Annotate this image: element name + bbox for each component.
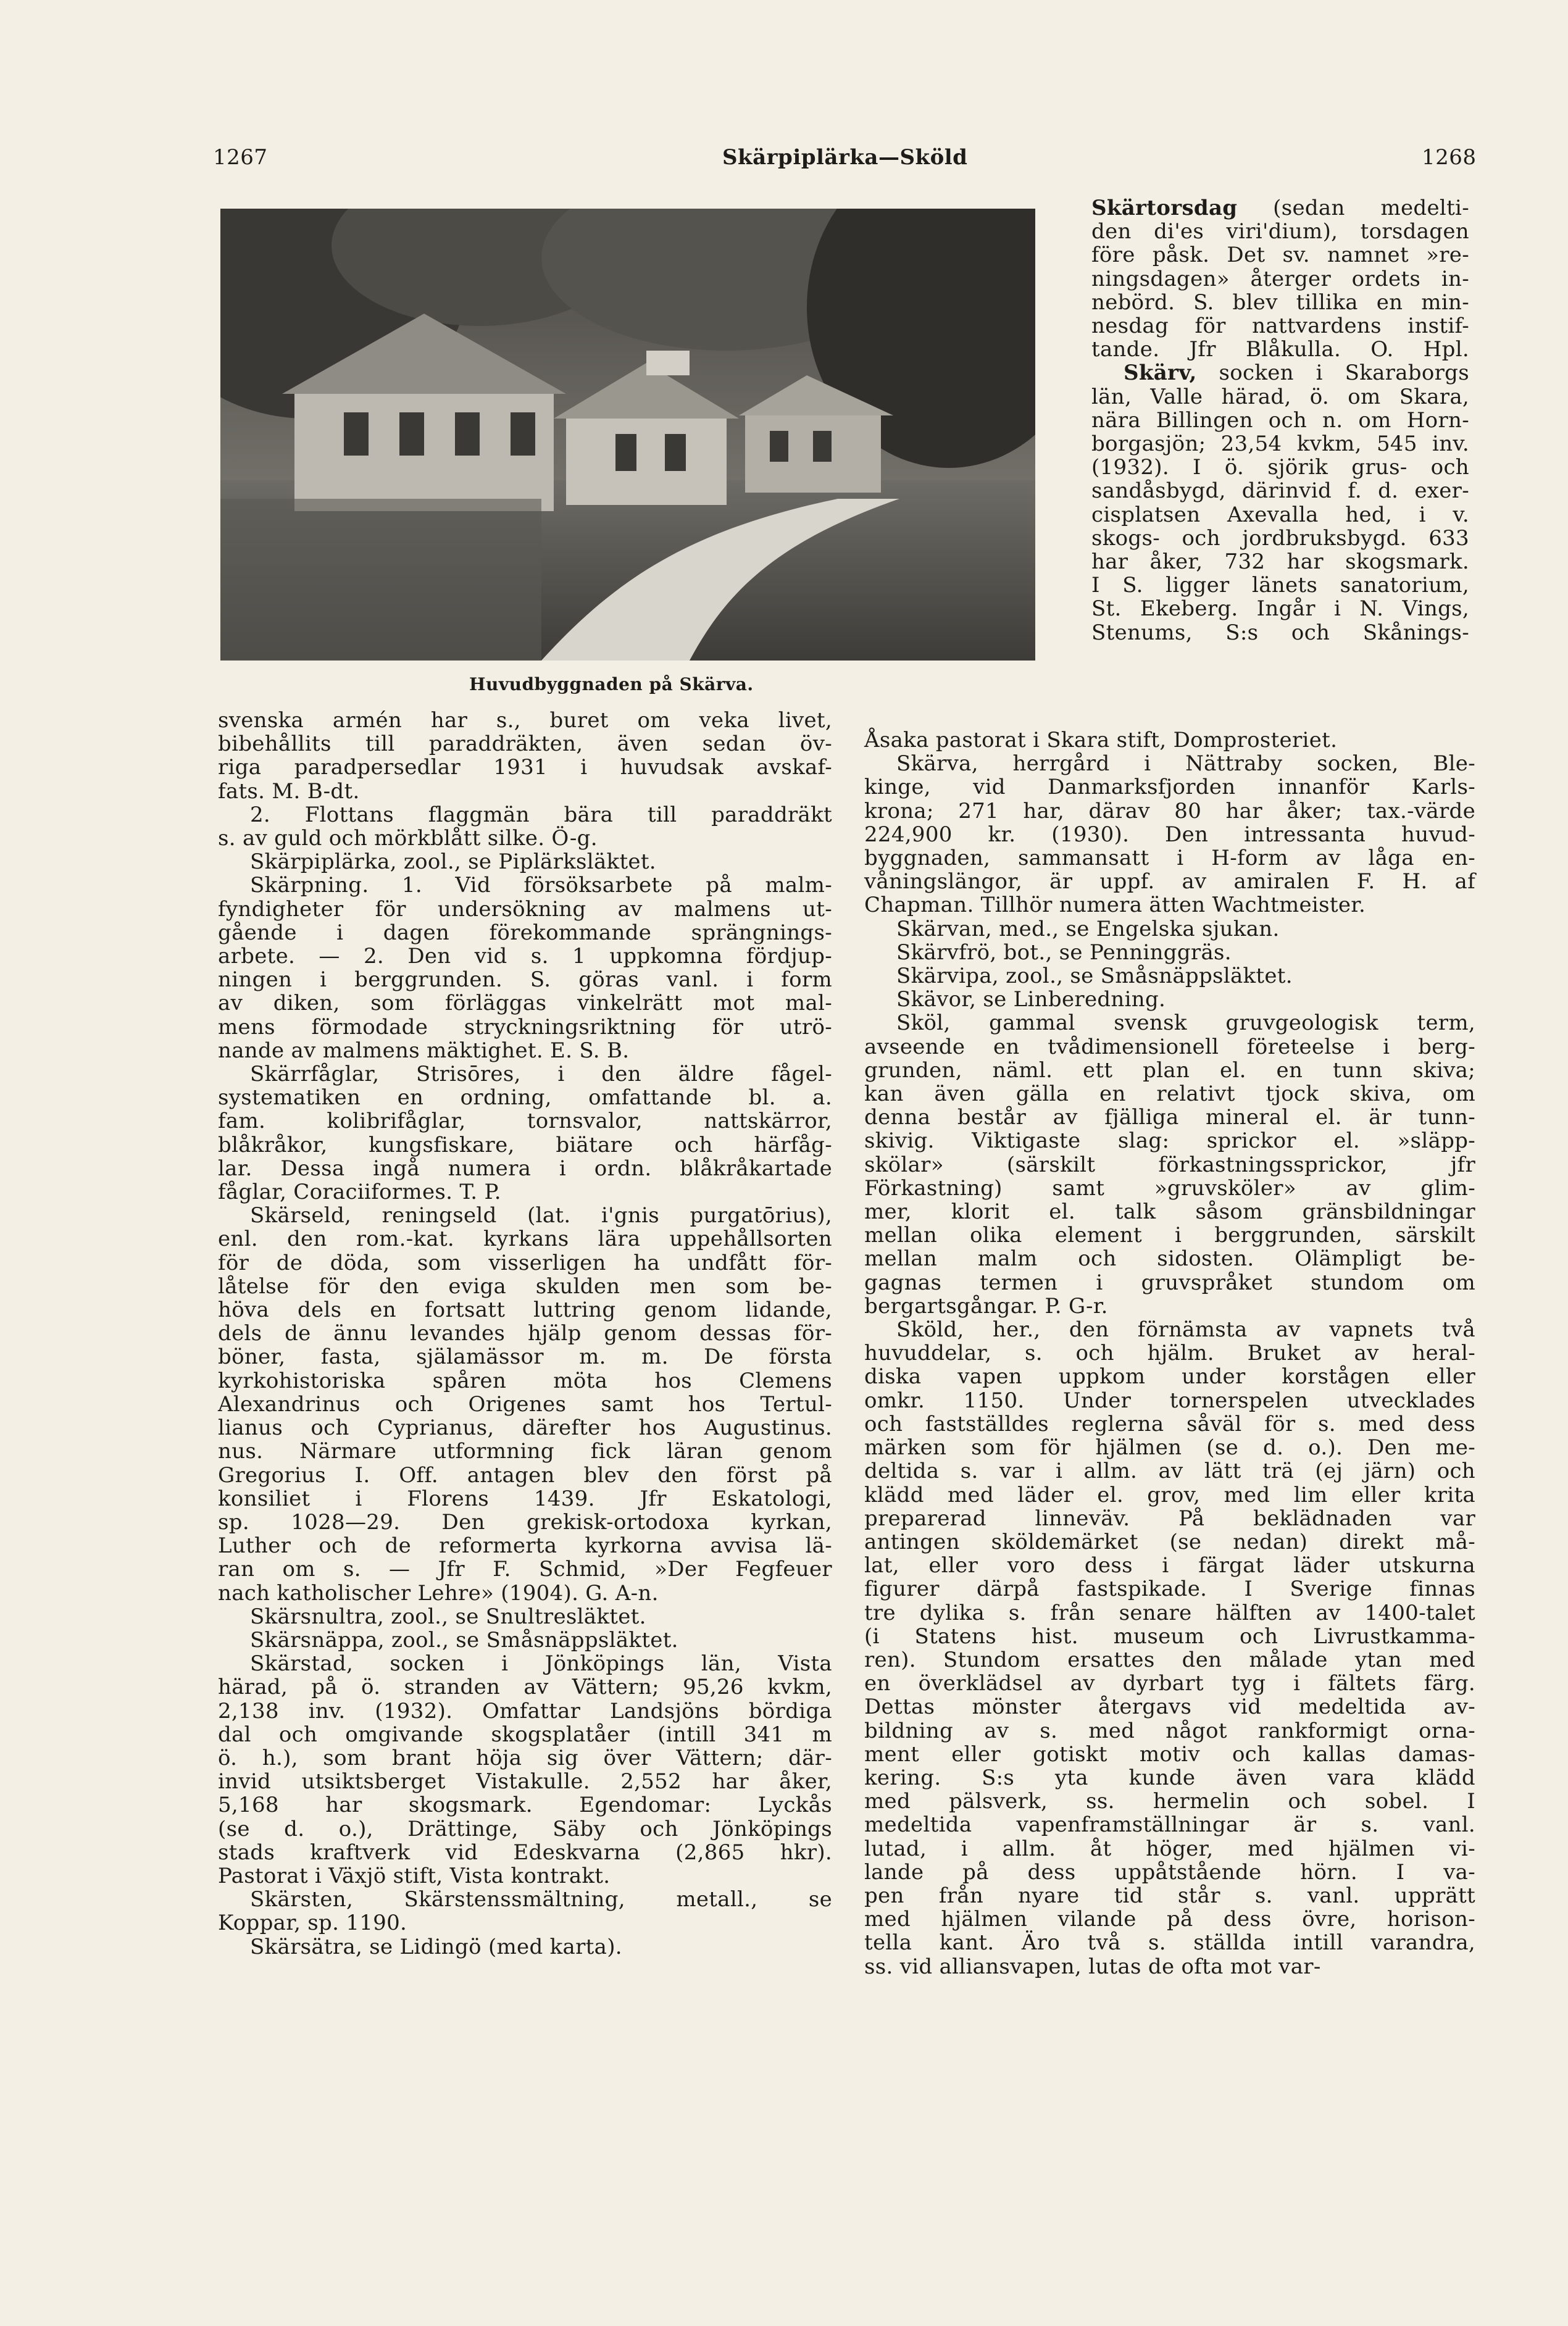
text-line: Skärtorsdag (sedan medelti- [1091, 196, 1469, 220]
text-line: diska vapen uppkom under korstågen eller [864, 1364, 1475, 1390]
text-line: Skärseld, reningseld (lat. i'gnis purgatōrius), [250, 1203, 832, 1228]
right-column [864, 728, 1475, 1978]
text-line: ningen i berggrunden. S. göras vanl. i form [218, 967, 832, 993]
text-line: Pastorat i Växjö stift, Vista kontrakt. [218, 1863, 611, 1888]
text-line: nach katholischer Lehre» (1904). G. A-n. [218, 1580, 659, 1606]
text-line: kering. S:s yta kunde även vara klädd [864, 1765, 1475, 1790]
text-line: mellan malm och sidosten. Olämpligt be- [864, 1246, 1475, 1272]
photo-illustration [220, 209, 1035, 661]
text-line: enl. den rom.-kat. kyrkans lära uppehållsorten [218, 1227, 832, 1252]
text-line: (se d. o.), Drättinge, Säby och Jönköpings [218, 1816, 832, 1841]
text-line: klädd med läder el. grov, med lim eller krita [864, 1482, 1475, 1507]
text-line: med hjälmen vilande på dess övre, horison- [864, 1907, 1475, 1932]
text-line: Skärpiplärka, zool., se Piplärksläktet. [250, 849, 656, 875]
text-line: kan även gälla en relativt tjock skiva, om [864, 1082, 1475, 1107]
running-title: Skärpiplärka—Sköld [722, 145, 968, 170]
text-line: bibehållits till paraddräkten, även sedan öv- [218, 732, 832, 757]
text-line: St. Ekeberg. Ingår i N. Vings, [1091, 596, 1469, 622]
text-line: sandåsbygd, därinvid f. d. exer- [1091, 478, 1469, 504]
text-line: deltida s. var i allm. av lätt trä (ej järn) och [864, 1459, 1475, 1484]
text-line: mellan olika element i berggrunden, särskilt [864, 1223, 1475, 1248]
text-line: Skärstad, socken i Jönköpings län, Vista [250, 1651, 832, 1677]
text-line: höva dels en fortsatt luttring genom lidande, [218, 1298, 832, 1323]
left-column [218, 709, 832, 1959]
text-line: invid utsiktsberget Vistakulle. 2,552 har åker, [218, 1769, 832, 1795]
text-line: medeltida vapenframställningar är s. vanl. [864, 1812, 1475, 1838]
text-line: (i Statens hist. museum och Livrustkamma- [864, 1624, 1475, 1649]
figure-caption: Huvudbyggnaden på Skärva. [469, 674, 754, 694]
text-line: märken som för hjälmen (se d. o.). Den me- [864, 1435, 1475, 1461]
text-line: Luther och de reformerta kyrkorna avvisa lä- [218, 1533, 832, 1559]
text-line: en överklädsel av dyrbart tyg i fältets färg. [864, 1671, 1475, 1696]
text-line: Åsaka pastorat i Skara stift, Domprosteriet. [864, 728, 1338, 752]
text-line: skogs- och jordbruksbygd. 633 [1091, 525, 1469, 551]
text-line: Skärsten, Skärstenssmältning, metall., se [250, 1887, 832, 1912]
text-line: systematiken en ordning, omfattande bl. a. [218, 1085, 832, 1111]
text-line: Stenums, S:s och Skånings- [1091, 620, 1469, 645]
text-line: har åker, 732 har skogsmark. [1091, 549, 1469, 575]
text-line: med pälsverk, ss. hermelin och sobel. I [864, 1789, 1475, 1814]
text-line: figurer därpå fastspikade. I Sverige finnas [864, 1577, 1475, 1602]
text-line: och fastställdes reglerna såväl för s. med dess [864, 1411, 1475, 1436]
text-line: Alexandrinus och Origenes samt hos Tertul- [218, 1391, 832, 1417]
text-line: lianus och Cyprianus, därefter hos Augustinus. [218, 1415, 832, 1441]
text-line: gagnas termen i gruvspråket stundom om [864, 1270, 1475, 1295]
right-column-top [1091, 196, 1469, 644]
text-line: skivig. Viktigaste slag: sprickor el. »släpp- [864, 1128, 1475, 1154]
text-line: I S. ligger länets sanatorium, [1091, 573, 1469, 598]
text-line: krona; 271 har, därav 80 har åker; tax.-värde [864, 798, 1475, 823]
text-line: lat, eller voro dess i färgat läder utskurna [864, 1553, 1475, 1578]
text-line: 224,900 kr. (1930). Den intressanta huvud- [864, 822, 1475, 847]
text-line: nus. Närmare utformning fick läran genom [218, 1439, 832, 1464]
text-line: kinge, vid Danmarksfjorden innanför Karls- [864, 775, 1475, 800]
text-line: Dettas mönster återgavs vid medeltida av- [864, 1694, 1475, 1720]
text-line: Skävor, se Linberedning. [896, 987, 1166, 1012]
text-line: län, Valle härad, ö. om Skara, [1091, 384, 1469, 409]
text-line: riga paradpersedlar 1931 i huvudsak avskaf- [218, 755, 832, 780]
text-line: skölar» (särskilt förkastningssprickor, jfr [864, 1152, 1475, 1177]
text-line: tre dylika s. från senare hälften av 1400-talet [864, 1600, 1475, 1625]
text-line: fyndigheter för undersökning av malmens ut- [218, 896, 832, 922]
text-line: Skärsnäppa, zool., se Småsnäppsläktet. [250, 1627, 678, 1653]
text-line: svenska armén har s., buret om veka livet, [218, 708, 832, 733]
text-line: s. av guld och mörkblått silke. Ö-g. [218, 826, 598, 851]
text-line: Sköl, gammal svensk gruvgeologisk term, [896, 1011, 1475, 1036]
text-line: Skärv, socken i Skaraborgs [1124, 361, 1469, 386]
text-line: härad, på ö. stranden av Vättern; 95,26 kvkm, [218, 1675, 832, 1700]
text-line: kyrkohistoriska spåren möta hos Clemens [218, 1368, 832, 1393]
text-line: av diken, som förläggas vinkelrätt mot mal- [218, 991, 832, 1016]
text-line: Skärrfåglar, Strisōres, i den äldre fågel- [250, 1062, 832, 1087]
text-line: Skärpning. 1. Vid försöksarbete på malm- [250, 873, 832, 898]
text-line: 2,138 inv. (1932). Omfattar Landsjöns bördiga [218, 1698, 832, 1724]
text-line: före påsk. Det sv. namnet »re- [1091, 243, 1469, 268]
text-line: ss. vid alliansvapen, lutas de ofta mot var- [864, 1954, 1321, 1979]
text-line: tella kant. Äro två s. ställda intill varandra, [864, 1930, 1475, 1956]
text-line: nära Billingen och n. om Horn- [1091, 407, 1469, 433]
text-line: preparerad linneväv. På beklädnaden var [864, 1506, 1475, 1531]
text-line: för de döda, som visserligen ha undfått för- [218, 1250, 832, 1275]
text-line: grunden, näml. ett plan el. en tunn skiva; [864, 1057, 1475, 1083]
text-line: Skärva, herrgård i Nättraby socken, Ble- [896, 751, 1475, 777]
text-line: blåkråkor, kungsfiskare, biätare och härfåg- [218, 1132, 832, 1157]
text-line: antingen sköldemärket (se nedan) direkt må- [864, 1529, 1475, 1554]
text-line: fåglar, Coraciiformes. T. P. [218, 1180, 501, 1205]
text-line: byggnaden, sammansatt i H-form av låga en- [864, 846, 1475, 871]
text-line: Skärvipa, zool., se Småsnäppsläktet. [896, 964, 1293, 989]
text-line: borgasjön; 23,54 kvkm, 545 inv. [1091, 431, 1469, 457]
text-line: den di'es viri'dium), torsdagen [1091, 219, 1469, 244]
text-line: bergartsgångar. P. G-r. [864, 1293, 1108, 1319]
text-line: dal och omgivande skogsplatåer (intill 341 m [218, 1722, 832, 1747]
text-line: 5,168 har skogsmark. Egendomar: Lyckås [218, 1793, 832, 1818]
text-line: sp. 1028—29. Den grekisk-ortodoxa kyrkan, [218, 1509, 832, 1535]
text-line: ran om s. — Jfr F. Schmid, »Der Fegfeuer [218, 1557, 832, 1582]
page-number-left: 1267 [213, 145, 268, 170]
text-line: ningsdagen» återger ordets in- [1091, 266, 1469, 291]
text-line: Chapman. Tillhör numera ätten Wachtmeister. [864, 893, 1366, 918]
text-line: Skärsnultra, zool., se Snultresläktet. [250, 1604, 646, 1629]
text-line: lutad, i allm. åt höger, med hjälmen vi- [864, 1836, 1475, 1861]
text-line: Gregorius I. Off. antagen blev den först på [218, 1462, 832, 1488]
text-line: stads kraftverk vid Edeskvarna (2,865 hkr). [218, 1840, 832, 1865]
photo-manor-house [220, 209, 1035, 661]
text-line: Skärsätra, se Lidingö (med karta). [250, 1934, 622, 1959]
text-line: huvuddelar, s. och hjälm. Bruket av heral- [864, 1341, 1475, 1366]
text-line: gående i dagen förekommande sprängnings- [218, 920, 832, 945]
text-line: lar. Dessa ingå numera i ordn. blåkråkartade [218, 1156, 832, 1181]
text-line: mer, klorit el. talk såsom gränsbildningar [864, 1199, 1475, 1225]
text-line: ment eller gotiskt motiv och kallas damas- [864, 1741, 1475, 1767]
text-line: 2. Flottans flaggmän bära till paraddräkt [250, 802, 832, 827]
text-line: låtelse för den eviga skulden men som be- [218, 1273, 832, 1299]
text-line: cisplatsen Axevalla hed, i v. [1091, 502, 1469, 527]
text-line: våningslängor, är uppf. av amiralen F. H. af [864, 869, 1475, 894]
text-line: Skärvan, med., se Engelska sjukan. [896, 916, 1280, 941]
text-line: nande av malmens mäktighet. E. S. B. [218, 1038, 630, 1063]
text-line: böner, fasta, själamässor m. m. De första [218, 1344, 832, 1370]
text-line: tande. Jfr Blåkulla. O. Hpl. [1091, 337, 1469, 362]
text-line: denna består av fjälliga mineral el. är tunn- [864, 1105, 1475, 1130]
text-line: fam. kolibrifåglar, tornsvalor, nattskärror, [218, 1109, 832, 1134]
text-line: Skärvfrö, bot., se Penninggräs. [896, 940, 1232, 965]
text-line: pen från nyare tid står s. vanl. upprätt [864, 1883, 1475, 1908]
text-line: Sköld, her., den förnämsta av vapnets två [896, 1317, 1475, 1343]
page-number-right: 1268 [1422, 145, 1477, 170]
text-line: mens förmodade stryckningsriktning för utrö- [218, 1014, 832, 1040]
text-line: omkr. 1150. Under tornerspelen utvecklades [864, 1388, 1475, 1413]
text-line: nesdag för nattvardens instif- [1091, 314, 1469, 339]
text-line: ö. h.), som brant höja sig över Vättern; där- [218, 1745, 832, 1770]
text-line: dels de ännu levandes hjälp genom dessas för- [218, 1321, 832, 1346]
text-line: Förkastning) samt »gruvsköler» av glim- [864, 1175, 1475, 1201]
text-line: avseende en tvådimensionell företeelse i berg- [864, 1034, 1475, 1059]
text-line: arbete. — 2. Den vid s. 1 uppkomna fördjup- [218, 944, 832, 969]
text-line: (1932). I ö. sjörik grus- och [1091, 455, 1469, 480]
text-line: konsiliet i Florens 1439. Jfr Eskatologi, [218, 1486, 832, 1511]
text-line: ren). Stundom ersattes den målade ytan med [864, 1647, 1475, 1672]
text-line: lande på dess uppåtstående hörn. I va- [864, 1859, 1475, 1885]
text-line: nebörd. S. blev tillika en min- [1091, 290, 1469, 315]
text-line: bildning av s. med något rankformigt orna- [864, 1718, 1475, 1743]
text-line: Koppar, sp. 1190. [218, 1911, 407, 1936]
text-line: fats. M. B-dt. [218, 778, 360, 804]
